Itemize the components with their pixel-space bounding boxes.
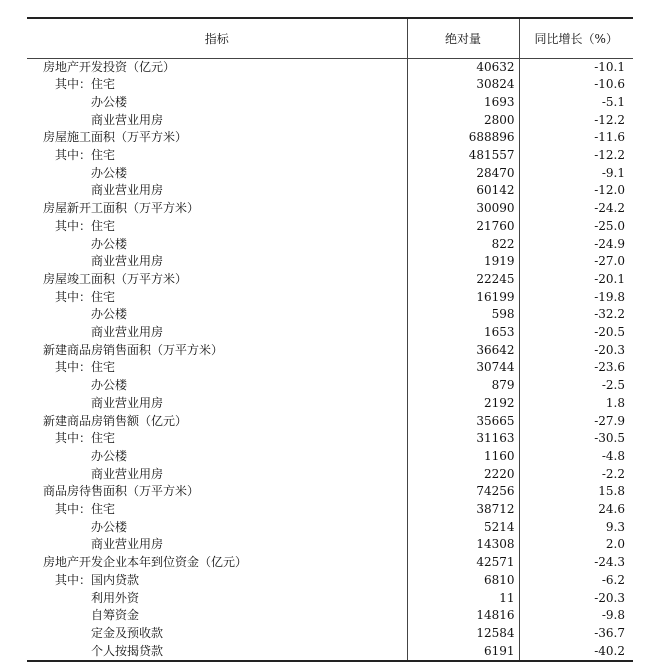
header-yoy-growth: 同比增长（%） <box>519 18 633 58</box>
row-yoy-growth: -24.2 <box>594 201 625 216</box>
row-indicator-label: 房屋竣工面积（万平方米） <box>27 271 407 289</box>
row-absolute-value: 1693 <box>407 94 519 112</box>
row-yoy-growth: -20.1 <box>594 271 625 286</box>
table-row <box>27 643 633 662</box>
row-indicator-label: 商业营业用房 <box>27 253 407 271</box>
row-indicator-label: 房地产开发投资（亿元） <box>27 58 407 76</box>
row-indicator-label: 商业营业用房 <box>27 536 407 554</box>
row-yoy-growth: -32.2 <box>594 307 625 322</box>
row-absolute-value: 6810 <box>407 572 519 590</box>
row-yoy-growth: -19.8 <box>594 289 625 304</box>
table-row <box>27 554 633 572</box>
row-absolute-value: 1160 <box>407 448 519 466</box>
row-indicator-label: 其中：住宅 <box>27 359 407 377</box>
row-indicator-label: 办公楼 <box>27 448 407 466</box>
row-absolute-value: 1653 <box>407 324 519 342</box>
table-row <box>27 94 633 112</box>
row-absolute-value: 1919 <box>407 253 519 271</box>
row-indicator-label: 其中：住宅 <box>27 430 407 448</box>
row-absolute-value: 688896 <box>407 129 519 147</box>
row-yoy-growth: -20.3 <box>594 342 625 357</box>
row-indicator-label: 其中：住宅 <box>27 76 407 94</box>
row-indicator-label: 自筹资金 <box>27 607 407 625</box>
row-yoy-growth: -10.1 <box>594 59 625 74</box>
row-yoy-growth: -11.6 <box>594 130 625 145</box>
row-yoy-growth: -9.8 <box>601 608 625 623</box>
row-yoy-growth: -24.9 <box>594 236 625 251</box>
table-row <box>27 218 633 236</box>
row-absolute-value: 16199 <box>407 289 519 307</box>
row-yoy-growth: -23.6 <box>594 360 625 375</box>
real-estate-statistics-table <box>27 17 633 662</box>
row-yoy-growth: -9.1 <box>601 165 625 180</box>
row-indicator-label: 房地产开发企业本年到位资金（亿元） <box>27 554 407 572</box>
row-indicator-label: 商业营业用房 <box>27 112 407 130</box>
row-yoy-growth: -20.3 <box>594 590 625 605</box>
row-absolute-value: 40632 <box>407 58 519 76</box>
table-body <box>27 58 633 661</box>
row-absolute-value: 481557 <box>407 147 519 165</box>
row-indicator-label: 其中：住宅 <box>27 147 407 165</box>
table-row <box>27 466 633 484</box>
table-row <box>27 572 633 590</box>
table-row <box>27 590 633 608</box>
row-absolute-value: 6191 <box>407 643 519 662</box>
row-indicator-label: 商业营业用房 <box>27 466 407 484</box>
row-indicator-label: 商品房待售面积（万平方米） <box>27 483 407 501</box>
table-row <box>27 536 633 554</box>
row-absolute-value: 35665 <box>407 413 519 431</box>
table-row <box>27 519 633 537</box>
row-yoy-growth: -24.3 <box>594 555 625 570</box>
row-yoy-growth: 15.8 <box>598 484 625 499</box>
table-row <box>27 112 633 130</box>
row-yoy-growth: -30.5 <box>594 431 625 446</box>
row-absolute-value: 11 <box>407 590 519 608</box>
row-absolute-value: 38712 <box>407 501 519 519</box>
row-indicator-label: 个人按揭贷款 <box>27 643 407 662</box>
row-yoy-growth: -4.8 <box>601 448 625 463</box>
row-indicator-label: 新建商品房销售面积（万平方米） <box>27 342 407 360</box>
table-row <box>27 289 633 307</box>
row-absolute-value: 28470 <box>407 165 519 183</box>
row-absolute-value: 2192 <box>407 395 519 413</box>
row-indicator-label: 其中：住宅 <box>27 289 407 307</box>
row-absolute-value: 30744 <box>407 359 519 377</box>
row-indicator-label: 利用外资 <box>27 590 407 608</box>
row-yoy-growth: -10.6 <box>594 77 625 92</box>
row-indicator-label: 商业营业用房 <box>27 182 407 200</box>
row-yoy-growth: 1.8 <box>605 395 625 410</box>
table-row <box>27 359 633 377</box>
row-indicator-label: 办公楼 <box>27 236 407 254</box>
header-indicator: 指标 <box>27 18 407 58</box>
row-absolute-value: 879 <box>407 377 519 395</box>
row-absolute-value: 30090 <box>407 200 519 218</box>
row-yoy-growth: -12.2 <box>594 148 625 163</box>
row-absolute-value: 22245 <box>407 271 519 289</box>
row-indicator-label: 其中：国内贷款 <box>27 572 407 590</box>
table-row <box>27 253 633 271</box>
row-absolute-value: 598 <box>407 306 519 324</box>
row-yoy-growth: -20.5 <box>594 325 625 340</box>
row-indicator-label: 其中：住宅 <box>27 218 407 236</box>
data-table-container <box>27 17 633 662</box>
row-absolute-value: 74256 <box>407 483 519 501</box>
table-row <box>27 625 633 643</box>
row-yoy-growth: 24.6 <box>598 502 625 517</box>
table-row <box>27 165 633 183</box>
row-absolute-value: 60142 <box>407 182 519 200</box>
row-yoy-growth: -25.0 <box>594 218 625 233</box>
row-yoy-growth: -27.9 <box>594 413 625 428</box>
table-row <box>27 395 633 413</box>
table-row <box>27 306 633 324</box>
row-indicator-label: 办公楼 <box>27 519 407 537</box>
row-absolute-value: 31163 <box>407 430 519 448</box>
table-row <box>27 182 633 200</box>
table-row <box>27 76 633 94</box>
row-yoy-growth: -2.5 <box>601 378 625 393</box>
table-row <box>27 413 633 431</box>
row-absolute-value: 12584 <box>407 625 519 643</box>
row-indicator-label: 商业营业用房 <box>27 324 407 342</box>
row-indicator-label: 办公楼 <box>27 377 407 395</box>
table-row <box>27 147 633 165</box>
table-row <box>27 200 633 218</box>
row-absolute-value: 2220 <box>407 466 519 484</box>
row-yoy-growth: -6.2 <box>601 572 625 587</box>
row-yoy-growth: -36.7 <box>594 626 625 640</box>
row-indicator-label: 办公楼 <box>27 165 407 183</box>
row-absolute-value: 36642 <box>407 342 519 360</box>
table-row <box>27 607 633 625</box>
header-absolute-value: 绝对量 <box>407 18 519 58</box>
row-absolute-value: 14816 <box>407 607 519 625</box>
header-row <box>27 18 633 58</box>
row-absolute-value: 14308 <box>407 536 519 554</box>
table-row <box>27 377 633 395</box>
row-absolute-value: 42571 <box>407 554 519 572</box>
table-row <box>27 501 633 519</box>
row-yoy-growth: 2.0 <box>605 537 625 552</box>
row-yoy-growth: 9.3 <box>605 519 625 534</box>
row-yoy-growth: -12.2 <box>594 112 625 127</box>
table-row <box>27 430 633 448</box>
table-header <box>27 18 633 58</box>
row-yoy-growth: -5.1 <box>601 94 625 109</box>
table-row <box>27 58 633 76</box>
row-indicator-label: 房屋新开工面积（万平方米） <box>27 200 407 218</box>
row-indicator-label: 房屋施工面积（万平方米） <box>27 129 407 147</box>
row-indicator-label: 定金及预收款 <box>27 625 407 643</box>
table-row <box>27 324 633 342</box>
table-row <box>27 236 633 254</box>
row-absolute-value: 822 <box>407 236 519 254</box>
table-row <box>27 342 633 360</box>
row-indicator-label: 商业营业用房 <box>27 395 407 413</box>
table-row <box>27 448 633 466</box>
table-row <box>27 129 633 147</box>
row-yoy-growth: -12.0 <box>594 183 625 198</box>
row-indicator-label: 办公楼 <box>27 306 407 324</box>
row-yoy-growth: -40.2 <box>519 643 633 662</box>
row-absolute-value: 30824 <box>407 76 519 94</box>
row-yoy-growth: -27.0 <box>594 254 625 269</box>
row-absolute-value: 2800 <box>407 112 519 130</box>
row-indicator-label: 办公楼 <box>27 94 407 112</box>
row-indicator-label: 其中：住宅 <box>27 501 407 519</box>
table-row <box>27 271 633 289</box>
row-absolute-value: 21760 <box>407 218 519 236</box>
row-yoy-growth: -2.2 <box>601 466 625 481</box>
row-absolute-value: 5214 <box>407 519 519 537</box>
row-indicator-label: 新建商品房销售额（亿元） <box>27 413 407 431</box>
table-row <box>27 483 633 501</box>
